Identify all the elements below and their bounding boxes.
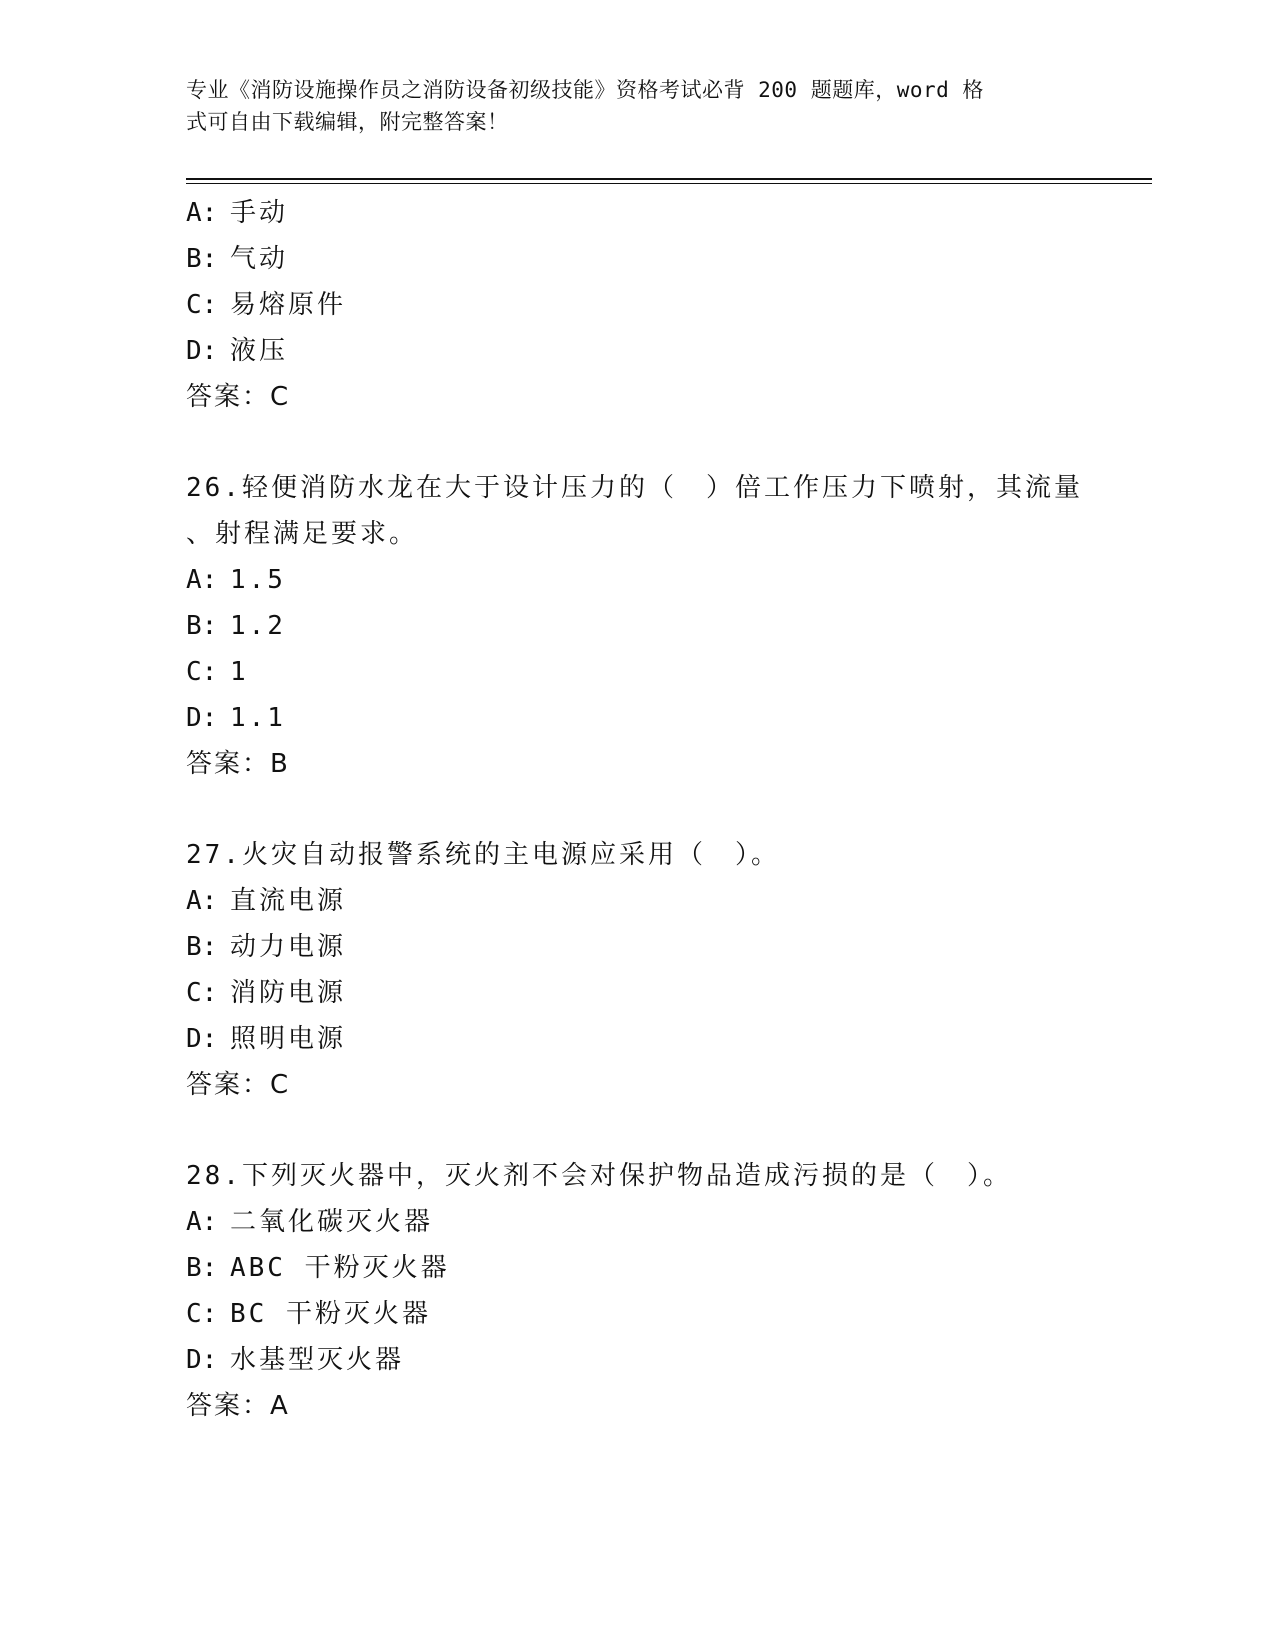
option-text: 1.1	[230, 703, 286, 733]
option-text: 手动	[230, 198, 289, 228]
answer-line: 答案：A	[186, 1391, 290, 1421]
option-label: A:	[186, 565, 218, 595]
answer-line: 答案：C	[186, 1070, 291, 1100]
option-a	[186, 190, 1086, 236]
question-text-continued: 、射程满足要求。	[186, 519, 419, 549]
spacer	[186, 420, 1086, 465]
option-text: 照明电源	[230, 1024, 347, 1054]
option-d	[186, 1016, 1086, 1062]
option-label: C:	[186, 290, 218, 320]
option-label: B:	[186, 932, 218, 962]
option-d	[186, 1337, 1086, 1383]
header-divider-thin	[186, 183, 1152, 184]
spacer	[186, 787, 1086, 832]
option-label: D:	[186, 1024, 218, 1054]
option-label: C:	[186, 657, 218, 687]
question-list	[186, 190, 1086, 1429]
question-27	[186, 832, 1086, 1108]
option-label: C:	[186, 1299, 218, 1329]
option-text: BC 干粉灭火器	[230, 1299, 431, 1329]
question-26	[186, 465, 1086, 787]
option-text: 易熔原件	[230, 290, 347, 320]
option-label: D:	[186, 703, 218, 733]
header-line-2: 式可自由下载编辑，附完整答案！	[186, 110, 509, 134]
option-b	[186, 1245, 1086, 1291]
option-label: B:	[186, 611, 218, 641]
option-text: 1	[230, 657, 249, 687]
option-c	[186, 970, 1086, 1016]
answer-line: 答案：B	[186, 749, 290, 779]
option-text: ABC 干粉灭火器	[230, 1253, 450, 1283]
option-text: 水基型灭火器	[230, 1345, 405, 1375]
option-label: B:	[186, 1253, 218, 1283]
option-label: A:	[186, 198, 218, 228]
option-label: B:	[186, 244, 218, 274]
option-text: 1.5	[230, 565, 286, 595]
option-text: 液压	[230, 336, 289, 366]
spacer	[186, 1108, 1086, 1153]
option-text: 二氧化碳灭火器	[230, 1207, 434, 1237]
question-25-continuation	[186, 190, 1086, 420]
header-line-1: 专业《消防设施操作员之消防设备初级技能》资格考试必背 200 题题库，word 格	[186, 78, 984, 102]
option-label: C:	[186, 978, 218, 1008]
question-text: 26.轻便消防水龙在大于设计压力的（ ）倍工作压力下喷射，其流量	[186, 473, 1083, 503]
question-text: 28.下列灭火器中，灭火剂不会对保护物品造成污损的是（ ）。	[186, 1161, 1012, 1191]
option-b	[186, 236, 1086, 282]
option-b	[186, 924, 1086, 970]
option-d	[186, 695, 1086, 741]
option-c	[186, 282, 1086, 328]
option-text: 直流电源	[230, 886, 347, 916]
option-label: D:	[186, 1345, 218, 1375]
answer-line: 答案：C	[186, 382, 291, 412]
header-divider-thick	[186, 178, 1152, 180]
option-a	[186, 557, 1086, 603]
option-text: 消防电源	[230, 978, 347, 1008]
option-text: 气动	[230, 244, 289, 274]
option-d	[186, 328, 1086, 374]
option-label: A:	[186, 886, 218, 916]
option-b	[186, 603, 1086, 649]
option-label: D:	[186, 336, 218, 366]
question-text: 27.火灾自动报警系统的主电源应采用（ ）。	[186, 840, 780, 870]
option-a	[186, 878, 1086, 924]
option-c	[186, 1291, 1086, 1337]
document-header	[186, 74, 1066, 138]
option-c	[186, 649, 1086, 695]
option-text: 动力电源	[230, 932, 347, 962]
option-label: A:	[186, 1207, 218, 1237]
option-text: 1.2	[230, 611, 286, 641]
question-28	[186, 1153, 1086, 1429]
option-a	[186, 1199, 1086, 1245]
